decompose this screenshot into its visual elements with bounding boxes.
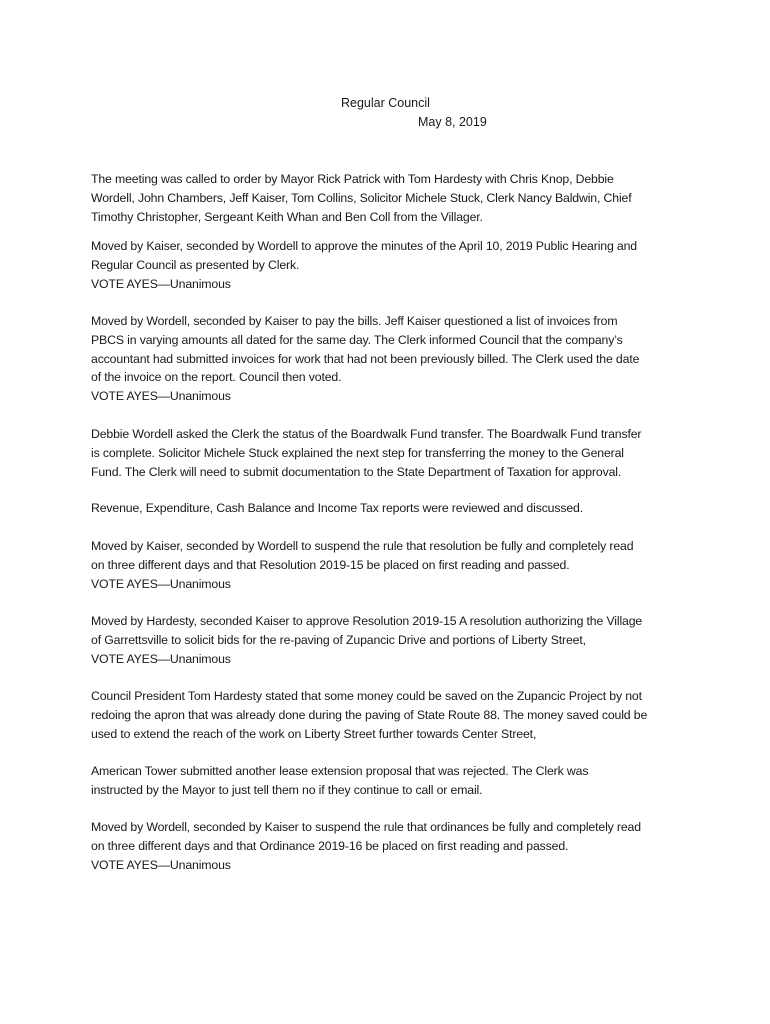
paragraph-suspend-rule-resolution [91,537,691,593]
paragraph-line: Revenue, Expenditure, Cash Balance and Income Tax reports were reviewed and discussed. [91,501,584,515]
vote-result: VOTE AYES—Unanimous [91,389,231,404]
paragraph-line: of Garrettsville to solicit bids for the re-paving of Zupancic Drive and portions of Liberty Street, [91,632,586,647]
paragraph-pay-bills [91,312,691,406]
paragraph-line: Wordell, John Chambers, Jeff Kaiser, Tom Collins, Solicitor Michele Stuck, Clerk Nancy Baldwin, Chief [91,190,632,205]
paragraph-american-tower [91,762,691,800]
paragraph-line: Council President Tom Hardesty stated that some money could be saved on the Zupancic Project by not [91,689,642,703]
paragraph-line: Moved by Wordell, seconded by Kaiser to pay the bills. Jeff Kaiser questioned a list of invoices from [91,314,618,328]
vote-result: VOTE AYES—Unanimous [91,276,231,291]
paragraph-resolution-2019-15 [91,612,691,668]
paragraph-line: of the invoice on the report. Council then voted. [91,370,342,385]
paragraph-line: Moved by Hardesty, seconded Kaiser to approve Resolution 2019-15 A resolution authorizing the Village [91,614,643,628]
vote-result: VOTE AYES—Unanimous [91,576,231,591]
paragraph-boardwalk-fund [91,425,691,481]
document-title: Regular Council [341,96,430,110]
paragraph-suspend-rule-ordinance [91,818,691,874]
paragraph-line: Moved by Kaiser, seconded by Wordell to approve the minutes of the April 10, 2019 Public Hearing and [91,239,637,253]
paragraph-call-to-order [91,170,691,226]
paragraph-line: on three different days and that Resolution 2019-15 be placed on first reading and passed. [91,557,570,572]
paragraph-line: Moved by Wordell, seconded by Kaiser to suspend the rule that ordinances be fully and completely read [91,820,641,834]
paragraph-line: used to extend the reach of the work on Liberty Street further towards Center Street, [91,726,537,741]
paragraph-line: redoing the apron that was already done during the paving of State Route 88. The money saved could be [91,707,648,722]
paragraph-line: Debbie Wordell asked the Clerk the status of the Boardwalk Fund transfer. The Boardwalk Fund transfer [91,427,642,441]
paragraph-minutes-approval [91,237,691,293]
paragraph-line: instructed by the Mayor to just tell them no if they continue to call or email. [91,782,483,797]
paragraph-line: PBCS in varying amounts all dated for the same day. The Clerk informed Council that the company’s [91,332,623,347]
vote-result: VOTE AYES—Unanimous [91,857,231,872]
paragraph-line: is complete. Solicitor Michele Stuck explained the next step for transferring the money to the General [91,445,624,460]
paragraph-line: Timothy Christopher, Sergeant Keith Whan and Ben Coll from the Villager. [91,209,483,224]
paragraph-line: Moved by Kaiser, seconded by Wordell to suspend the rule that resolution be fully and completely read [91,539,634,553]
paragraph-reports [91,499,691,518]
vote-result: VOTE AYES—Unanimous [91,651,231,666]
paragraph-line: accountant had submitted invoices for work that had not been previously billed. The Clerk used the date [91,351,640,366]
paragraph-line: Fund. The Clerk will need to submit documentation to the State Department of Taxation for approval. [91,464,622,479]
meeting-date: May 8, 2019 [418,115,487,129]
paragraph-zupancic-project [91,687,691,743]
paragraph-line: American Tower submitted another lease extension proposal that was rejected. The Clerk was [91,764,589,778]
paragraph-line: on three different days and that Ordinance 2019-16 be placed on first reading and passed. [91,838,569,853]
paragraph-line: Regular Council as presented by Clerk. [91,257,300,272]
paragraph-line: The meeting was called to order by Mayor Rick Patrick with Tom Hardesty with Chris Knop, Debbie [91,172,614,186]
